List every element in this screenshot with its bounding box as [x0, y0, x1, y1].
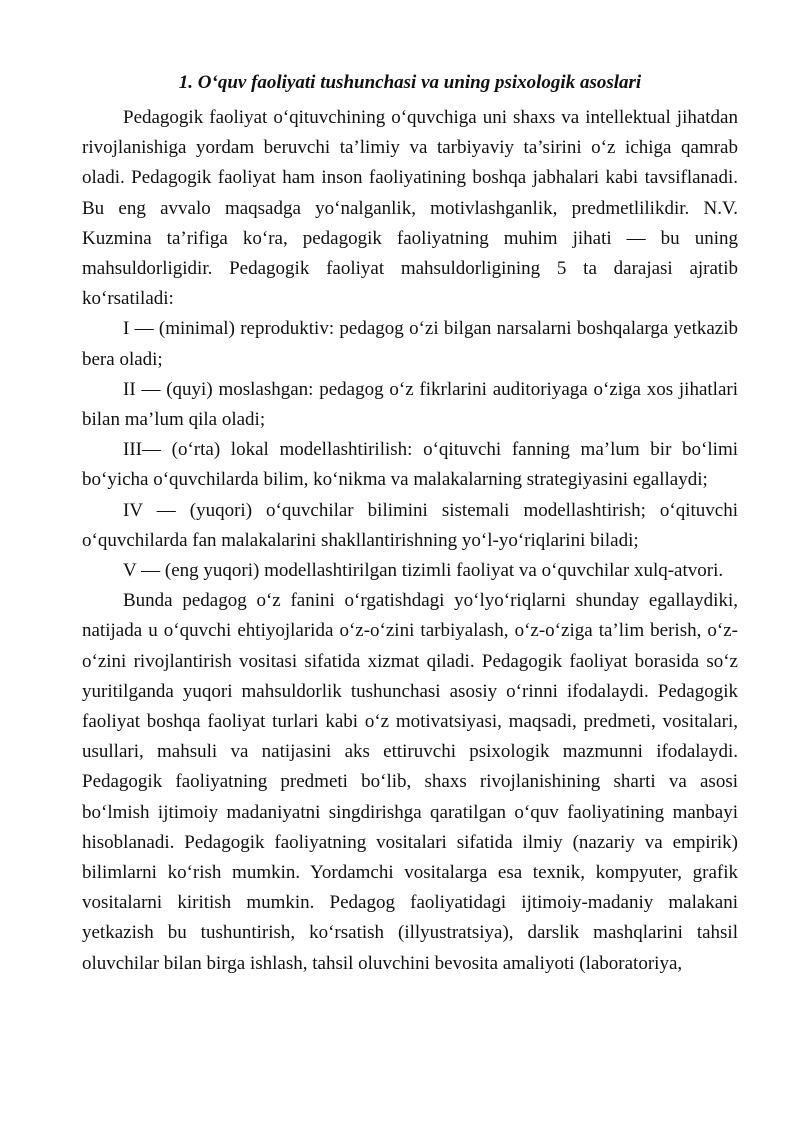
paragraph-level-1: I — (minimal) reproduktiv: pedagog o‘zi bilgan narsalarni boshqalarga yetkazib bera oladi; [82, 318, 738, 370]
paragraph-level-3: III— (o‘rta) lokal modellashtirilish: o‘qituvchi fanning ma’lum bir bo‘limi bo‘yicha o‘quvchilarda bilim, ko‘nikma va malakalarning strategiyasini egallaydi; [82, 439, 738, 491]
paragraph-level-4: IV — (yuqori) o‘quvchilar bilimini sistemali modellashtirish; o‘qituvchi o‘quvchilarda fan malakalarini shakllantirishning yo‘l-yo‘riqlarini biladi; [82, 499, 738, 551]
paragraph-level-5: V — (eng yuqori) modellashtirilgan tizimli faoliyat va o‘quvchilar xulq-atvori. [123, 560, 724, 582]
paragraph-body: Bunda pedagog o‘z fanini o‘rgatishdagi yo‘lyo‘riqlarni shunday egallaydiki, natijada u o‘quvchi ehtiyojlarida o‘z-o‘zini tarbiyalash, o‘z-o‘ziga ta’lim berish, o‘z-o‘zini rivojlantirish vositasi sifatida xizmat qiladi. Pedagogik faoliyat borasida so‘z yuritilganda yuqori mahsuldorlik tushunchasi asosiy o‘rinni ifodalaydi. Pedagogik faoliyat boshqa faoliyat turlari kabi o‘z motivatsiyasi, maqsadi, predmeti, vositalari, usullari, mahsuli va natijasini aks ettiruvchi psixologik mazmunni ifodalaydi. Pedagogik faoliyatning predmeti bo‘lib, shaxs rivojlanishining sharti va asosi bo‘lmish ijtimoiy madaniyatni singdirishga qaratilgan o‘quv faoliyatining manbayi hisoblanadi. Pedagogik faoliyatning vositalari sifatida ilmiy (nazariy va empirik) bilimlarni ko‘rish mumkin. Yordamchi vositalarga esa texnik, kompyuter, grafik vositalarni kiritish mumkin. Pedagog faoliyatidagi ijtimoiy-madaniy malakani yetkazish bu tushuntirish, ko‘rsatish (illyustratsiya), darslik mashqlarini tahsil oluvchilar bilan birga ishlash, tahsil oluvchini bevosita amaliyoti (laboratoriya, [82, 590, 738, 974]
section-title: 1. O‘quv faoliyati tushunchasi va uning psixologik asoslari [178, 72, 642, 93]
paragraph-level-2: II — (quyi) moslashgan: pedagog o‘z fikrlarini auditoriyaga o‘ziga xos jihatlari bilan ma’lum qila oladi; [82, 378, 738, 431]
paragraph-intro: Pedagogik faoliyat o‘qituvchining o‘quvchiga uni shaxs va intellektual jihatdan rivojlanishiga yordam beruvchi ta’limiy va tarbiyaviy ta’sirini o‘z ichiga qamrab oladi. Pedagogik faoliyat ham inson faoliyatining boshqa jabhalari kabi tavsiflanadi. Bu eng avvalo maqsadga yo‘nalganlik, motivlashganlik, predmetlilikdir. N.V. Kuzmina ta’rifiga ko‘ra, pedagogik faoliyatning muhim jihati — bu uning mahsuldorligidir. Pedagogik faoliyat mahsuldorligining 5 ta darajasi ajratib ko‘rsatiladi: [82, 107, 738, 310]
document-page [82, 72, 738, 979]
